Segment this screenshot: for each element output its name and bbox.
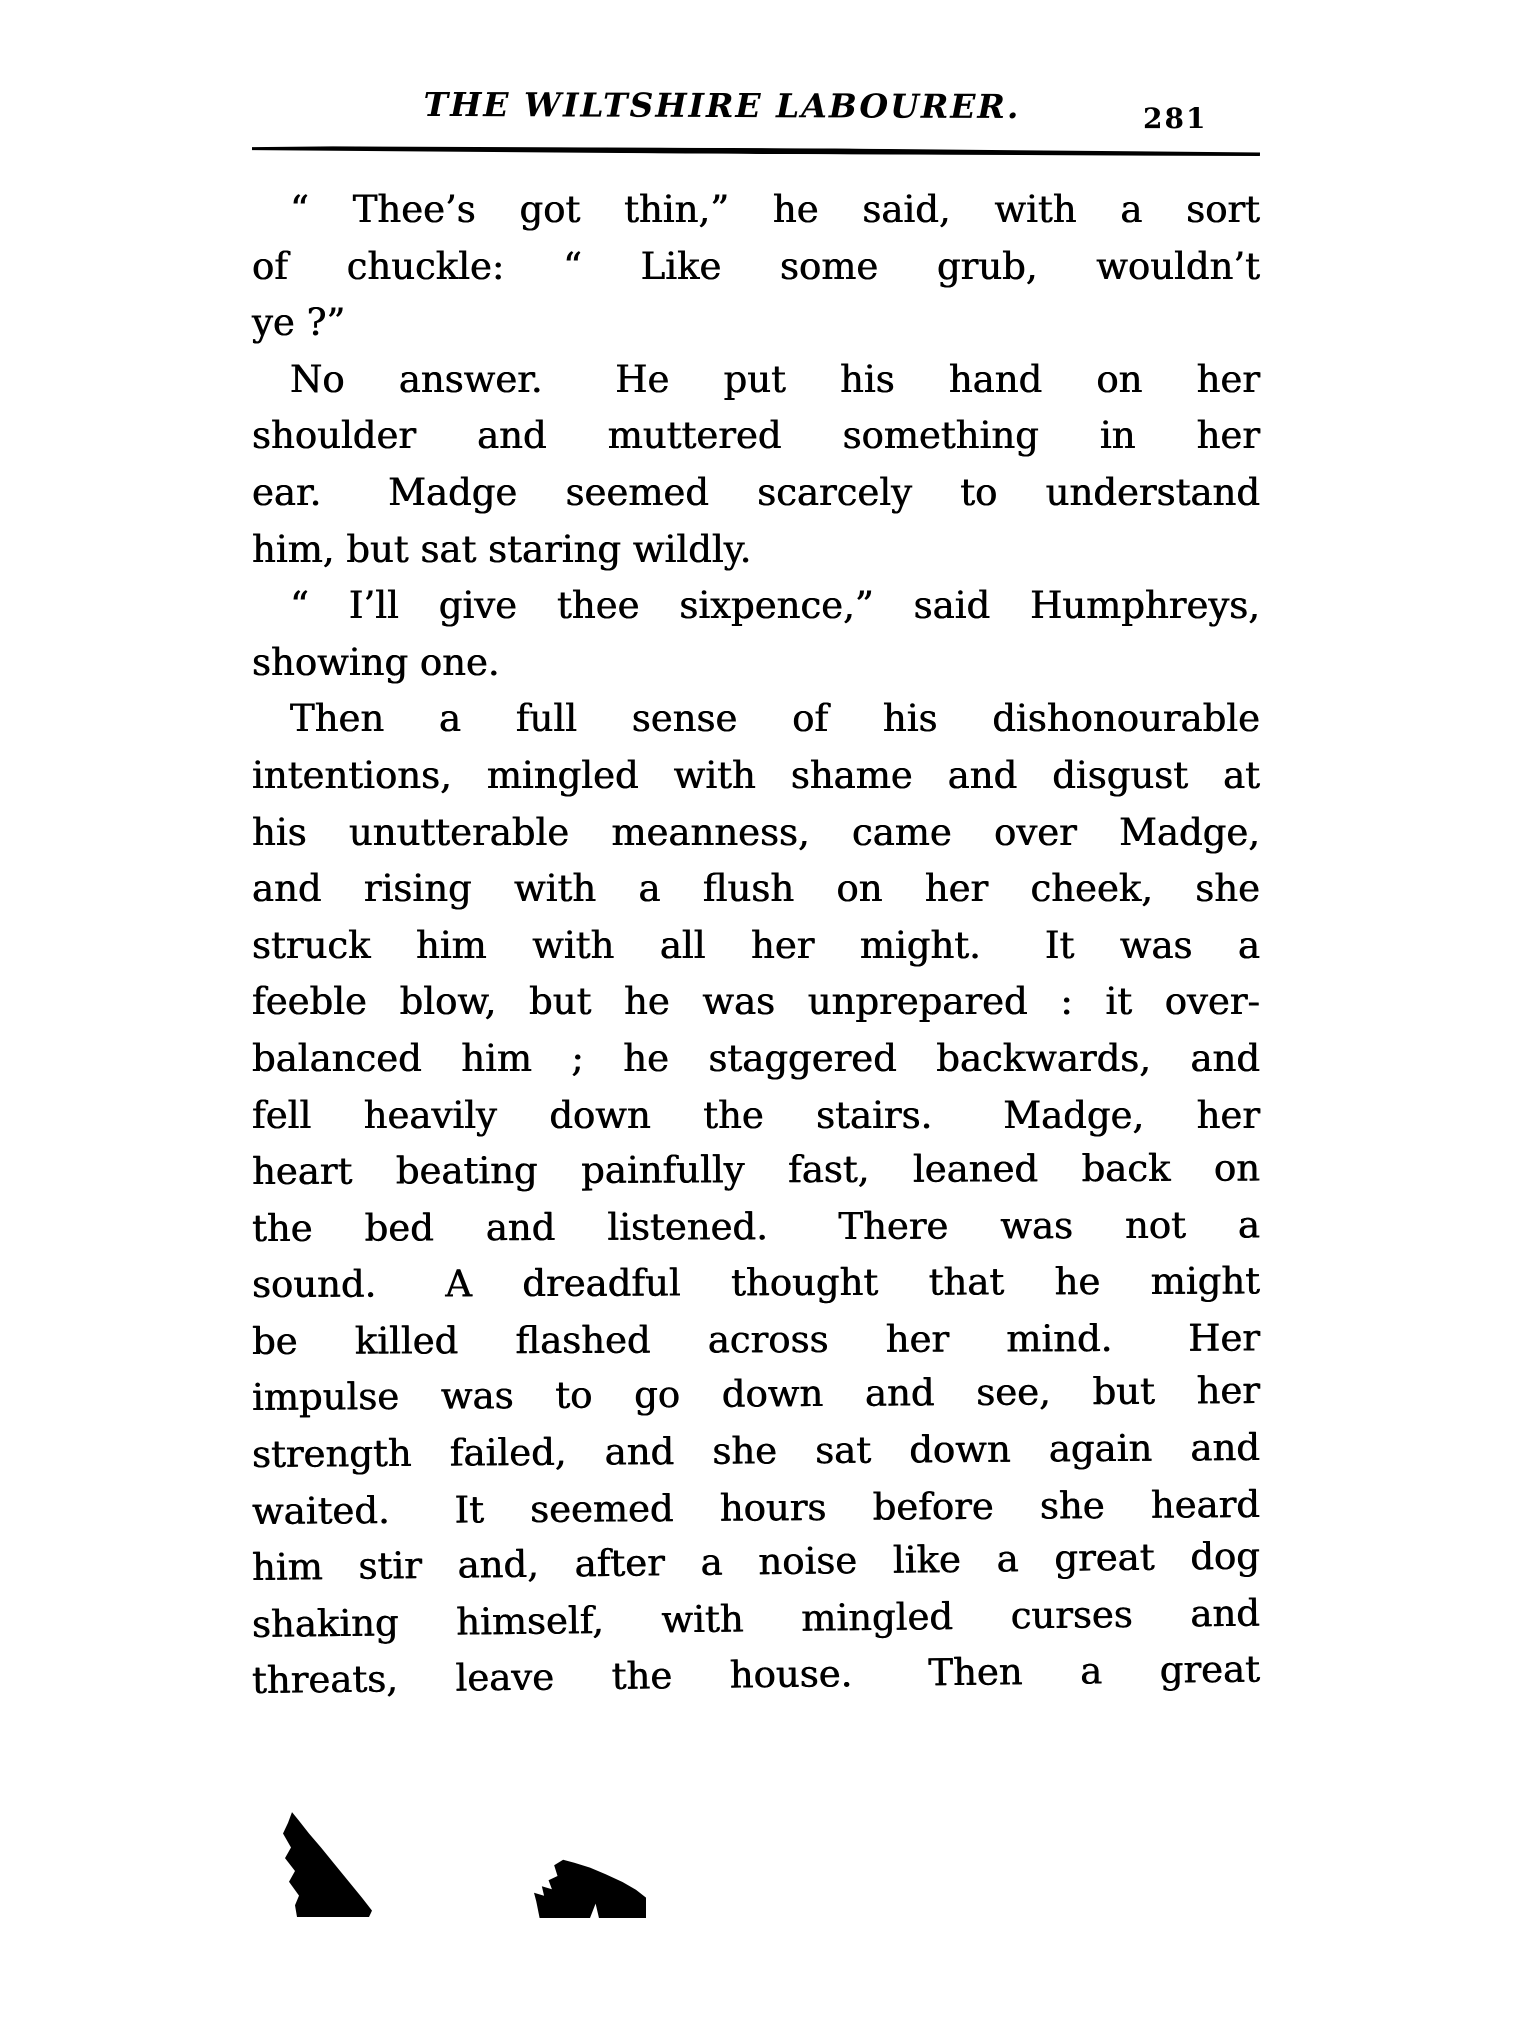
header-rule — [252, 145, 1260, 156]
text-line: strength failed, and she sat down again and — [251, 1426, 1261, 1477]
text-line: “ I’ll give thee sixpence,” said Humphreys, — [290, 584, 1260, 628]
text-line: No answer. He put his hand on her — [290, 357, 1260, 401]
text-line: and rising with a flush on her cheek, she — [252, 867, 1260, 911]
text-line: waited. It seemed hours before she heard — [251, 1482, 1261, 1533]
text-line: shoulder and muttered something in her — [252, 414, 1260, 458]
running-title: THE WILTSHIRE LABOURER. — [423, 84, 1021, 127]
text-line: his unutterable meanness, came over Madge, — [252, 810, 1260, 854]
text-line: showing one. — [252, 640, 500, 684]
text-line: feeble blow, but he was unprepared : it over- — [252, 980, 1260, 1024]
text-line: shaking himself, with mingled curses and — [251, 1591, 1261, 1646]
text-line: fell heavily down the stairs. Madge, her — [252, 1093, 1260, 1137]
text-line: sound. A dreadful thought that he might — [251, 1259, 1261, 1307]
text-line: Then a full sense of his dishonourable — [290, 697, 1260, 741]
text-line: the bed and listened. There was not a — [251, 1203, 1261, 1250]
text-line: of chuckle: “ Like some grub, wouldn’t — [252, 244, 1260, 288]
text-line: ye ?” — [252, 301, 346, 345]
text-line: him stir and, after a noise like a great dog — [251, 1534, 1261, 1590]
text-line: heart beating painfully fast, leaned back on — [251, 1146, 1261, 1194]
text-line: him, but sat staring wildly. — [252, 527, 752, 571]
text-line: threats, leave the house. Then a great — [251, 1648, 1261, 1703]
text-line: intentions, mingled with shame and disgust at — [252, 753, 1260, 797]
ink-blot-center — [534, 1858, 646, 1918]
text-line: ear. Madge seemed scarcely to understand — [252, 470, 1260, 514]
ink-blot-left — [272, 1810, 372, 1917]
text-line: balanced him ; he staggered backwards, and — [252, 1036, 1260, 1080]
text-line: struck him with all her might. It was a — [252, 923, 1260, 967]
page-number: 281 — [1143, 102, 1208, 135]
body-text — [252, 182, 1260, 1710]
text-line: be killed flashed across her mind. Her — [251, 1316, 1261, 1363]
text-line: “ Thee’s got thin,” he said, with a sort — [290, 188, 1260, 231]
text-line: impulse was to go down and see, but her — [251, 1369, 1261, 1420]
